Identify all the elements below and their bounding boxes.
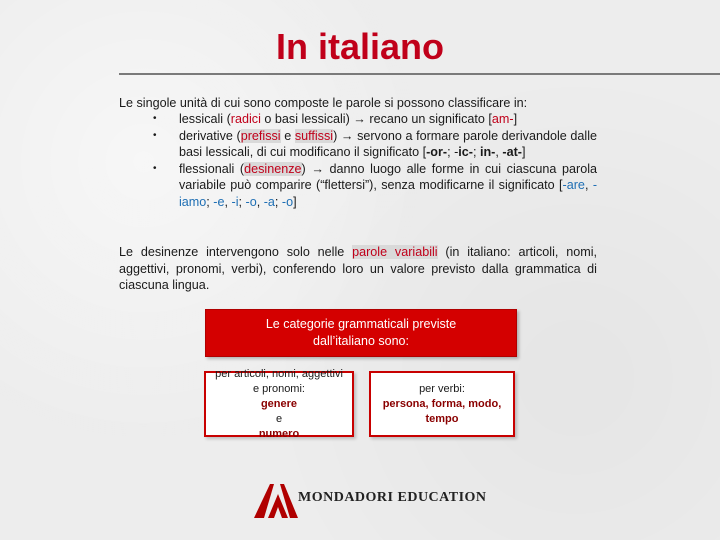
list-item-derivative: • derivative (prefissi e suffissi) → servono a formare parole derivandole dalle basi lessicali, di cui modificano il significato [-or-; -ic-; in-, -at-] [153, 128, 597, 159]
intro-text: Le singole unità di cui sono composte le parole si possono classificare in: [119, 96, 528, 110]
bullet-icon: • [153, 162, 157, 174]
unit-types-list [119, 111, 597, 210]
verbal-categories-box: per verbi: persona, forma, modo, tempo [369, 371, 515, 437]
categories-box: Le categorie grammaticali previste dall’italiano sono: [205, 309, 517, 357]
list-item-lessicali: • lessicali (radici o basi lessicali) → recano un significato [am-] [153, 112, 518, 126]
page-title: In italiano [275, 26, 444, 67]
nominal-categories-box: per articoli, nomi, aggettivi e pronomi: genere e numero [204, 371, 354, 437]
desinenze-paragraph: Le desinenze intervengono solo nelle parole variabili (in italiano: articoli, nomi, aggettivi, pronomi, verbi), conferendo loro un valore previsto dalla grammatica di ciascuna lingua. [119, 245, 597, 292]
bullet-icon: • [153, 113, 157, 124]
bullet-icon: • [153, 129, 157, 141]
title-divider [119, 73, 720, 75]
list-item-flessionali: • flessionali (desinenze) → danno luogo alle forme in cui ciascuna parola variabile può comparire (“flettersi”), senza modificarne il significato [-are, -iamo; -e, -i; -o, -a; -o] [153, 161, 598, 209]
publisher-name: MONDADORI EDUCATION [298, 490, 487, 505]
